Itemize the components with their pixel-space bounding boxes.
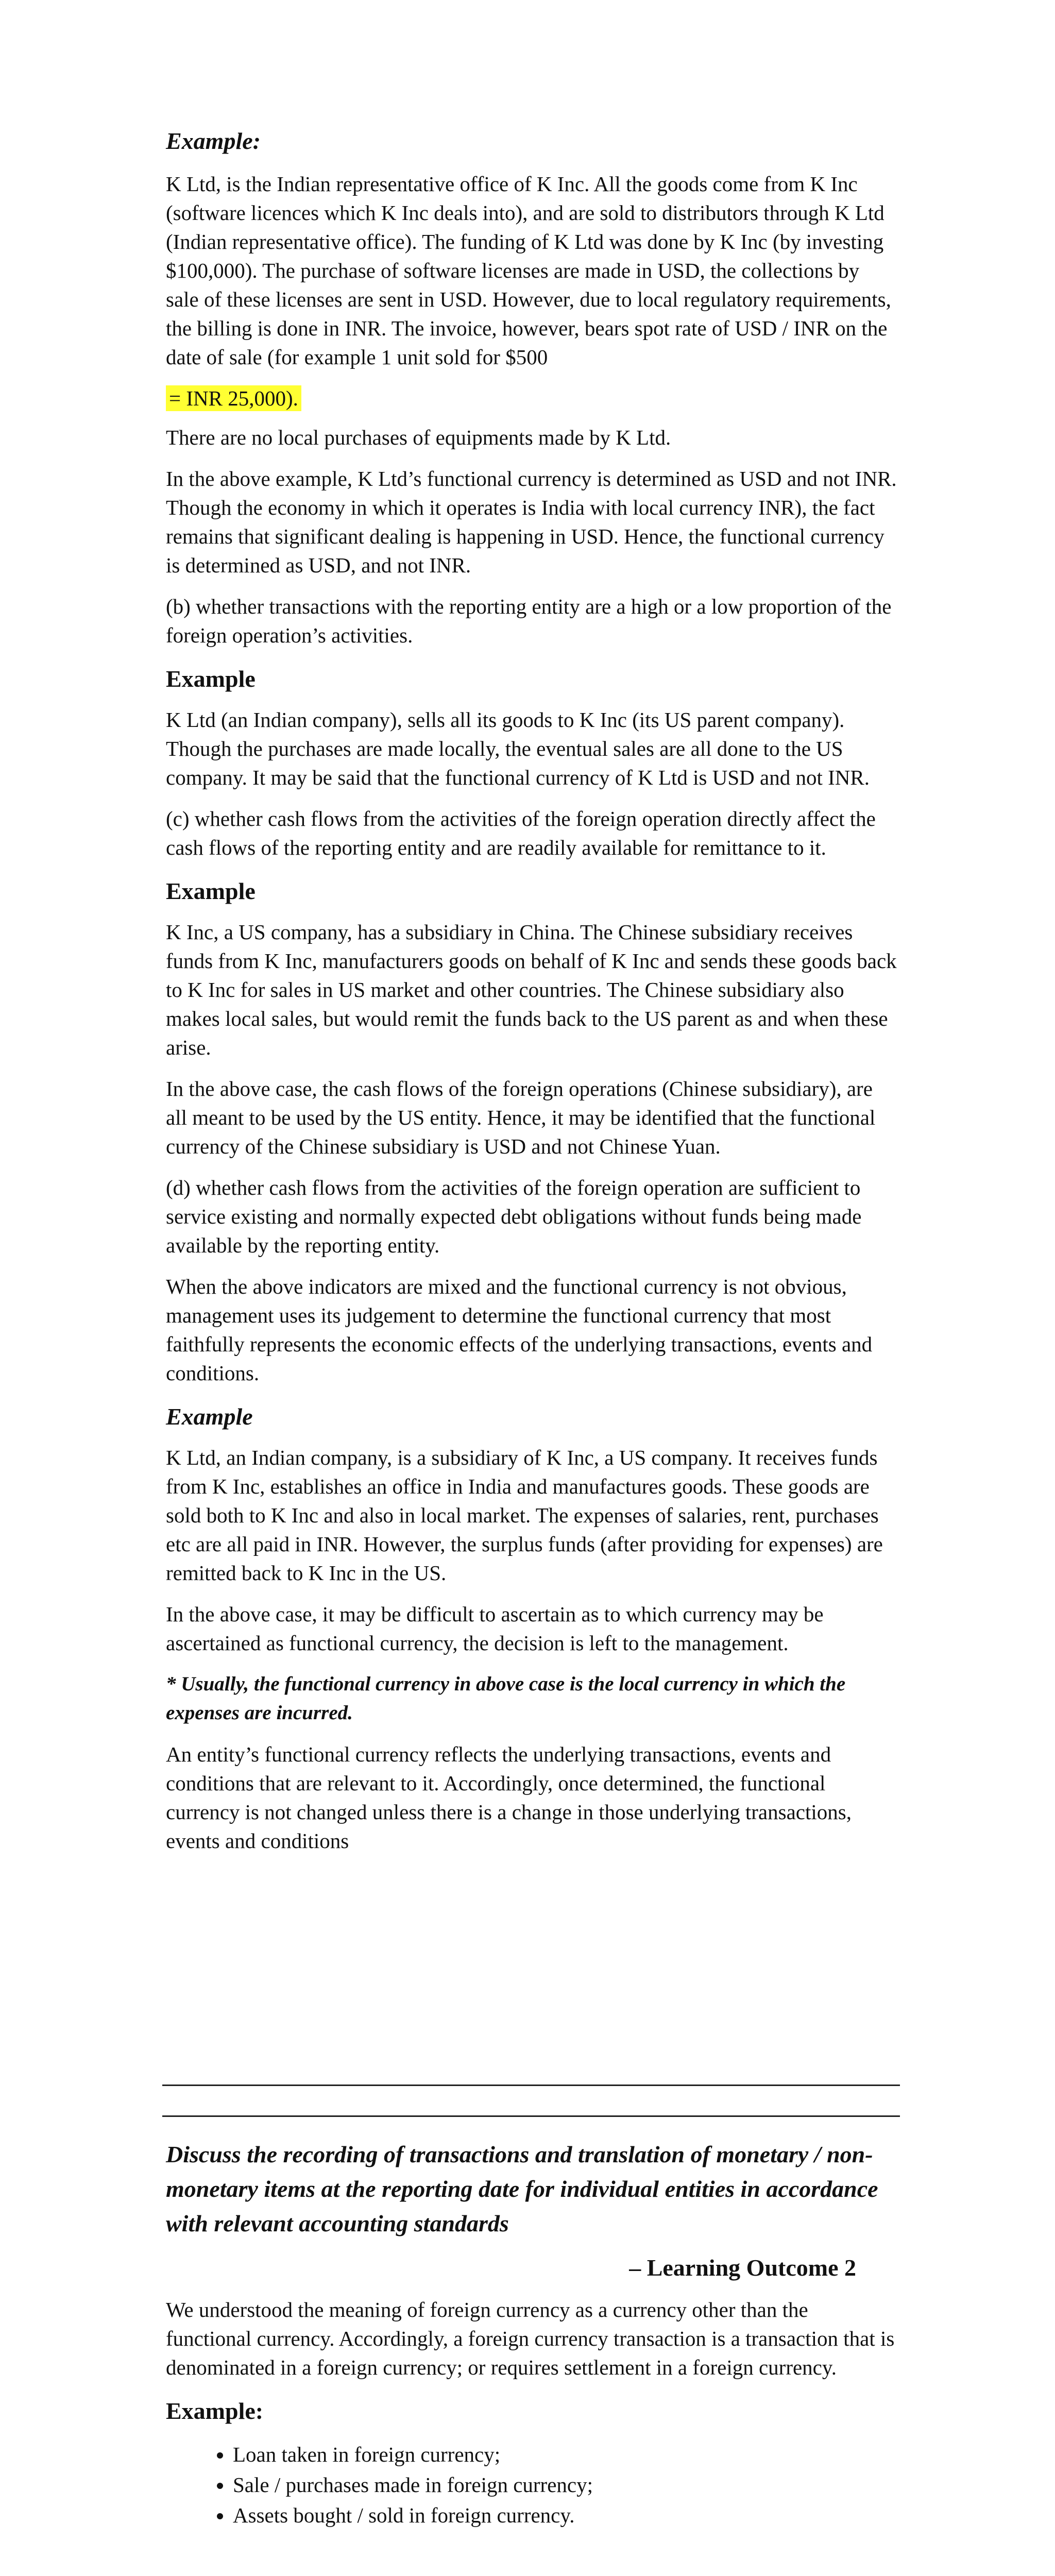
divider: [162, 2115, 900, 2117]
list-item: • Loan taken in foreign currency;: [233, 2439, 897, 2470]
section-content: [166, 2137, 897, 2531]
indicator-c: (c) whether cash flows from the activities of the foreign operation directly affect the cash flows of the reporting entity and are readily available for remittance to it.: [166, 807, 876, 859]
paragraph: We understood the meaning of foreign currency as a currency other than the functional currency. Accordingly, a foreign currency transaction is a transaction that is denominated in a foreign currency; or requires settlement in a foreign currency.: [166, 2298, 895, 2379]
divider: [162, 2084, 900, 2086]
list-item: • Assets bought / sold in foreign currency.: [233, 2500, 897, 2531]
highlighted-amount: [166, 384, 897, 413]
example-heading: Example: [166, 666, 256, 692]
paragraph: In the above example, K Ltd’s functional currency is determined as USD and not INR. Though the economy in which it operates is India with local currency INR), the fact remains that significant dealing is happening in USD. Hence, the functional currency is determined as USD, and not INR.: [166, 467, 897, 577]
example-paragraph: K Ltd, is the Indian representative office of K Inc. All the goods come from K Inc (software licences which K Inc deals into), and are sold to distributors through K Ltd (Indian representative office). The funding of K Ltd was done by K Inc (by investing $100,000). The purchase of software licenses are made in USD, the collections by sale of these licenses are sent in USD. However, due to local regulatory requirements, the billing is done in INR. The invoice, however, bears spot rate of USD / INR on the date of sale (for example 1 unit sold for $500: [166, 172, 891, 369]
paragraph: When the above indicators are mixed and the functional currency is not obvious, management uses its judgement to determine the functional currency that most faithfully represents the economic effects of the underlying transactions, events and conditions.: [166, 1275, 873, 1385]
example-paragraph: K Inc, a US company, has a subsidiary in China. The Chinese subsidiary receives funds from K Inc, manufacturers goods on behalf of K Inc and sends these goods back to K Inc for sales in US market and other countries. The Chinese subsidiary also makes local sales, but would remit the funds back to the US parent as and when these arise.: [166, 920, 897, 1059]
highlight-text: = INR 25,000).: [166, 385, 301, 411]
example-paragraph: K Ltd, an Indian company, is a subsidiary of K Inc, a US company. It receives funds from K Inc, establishes an office in India and manufactures goods. These goods are sold both to K Inc and also in local market. The expenses of salaries, rent, purchases etc are all paid in INR. However, the surplus funds (after providing for expenses) are remitted back to K Inc in the US.: [166, 1446, 883, 1585]
example-paragraph: K Ltd (an Indian company), sells all its goods to K Inc (its US parent company). Though the purchases are made locally, the eventual sales are all done to the US company. It may be said that the functional currency of K Ltd is USD and not INR.: [166, 708, 870, 789]
indicator-d: (d) whether cash flows from the activities of the foreign operation are sufficient to service existing and normally expected debt obligations without funds being made available by the reporting entity.: [166, 1176, 862, 1257]
paragraph: There are no local purchases of equipments made by K Ltd.: [166, 426, 671, 449]
learning-outcome: – Learning Outcome 2: [629, 2255, 856, 2281]
example-heading: Example: [166, 878, 256, 904]
note: * Usually, the functional currency in above case is the local currency in which the expenses are incurred.: [166, 1673, 846, 1724]
paragraph: In the above case, it may be difficult to ascertain as to which currency may be ascertained as functional currency, the decision is left to the management.: [166, 1602, 824, 1655]
example-heading: Example: [166, 1403, 253, 1430]
paragraph: An entity’s functional currency reflects the underlying transactions, events and conditions that are relevant to it. Accordingly, once determined, the functional currency is not changed unless there is a change in those underlying transactions, events and conditions: [166, 1742, 852, 1853]
example-heading: Example:: [166, 2398, 264, 2424]
paragraph: In the above case, the cash flows of the foreign operations (Chinese subsidiary), are all meant to be used by the US entity. Hence, it may be identified that the functional currency of the Chinese subsidiary is USD and not Chinese Yuan.: [166, 1077, 876, 1158]
section-title: Discuss the recording of transactions and translation of monetary / non-monetary items at the reporting date for individual entities in accordance with relevant accounting standards: [166, 2141, 878, 2236]
list-item: • Sale / purchases made in foreign currency;: [233, 2470, 897, 2500]
bullet-list: [166, 2439, 897, 2531]
indicator-b: (b) whether transactions with the reporting entity are a high or a low proportion of the foreign operation’s activities.: [166, 595, 892, 647]
example-heading: Example:: [166, 128, 261, 154]
page-content: [166, 126, 897, 1855]
